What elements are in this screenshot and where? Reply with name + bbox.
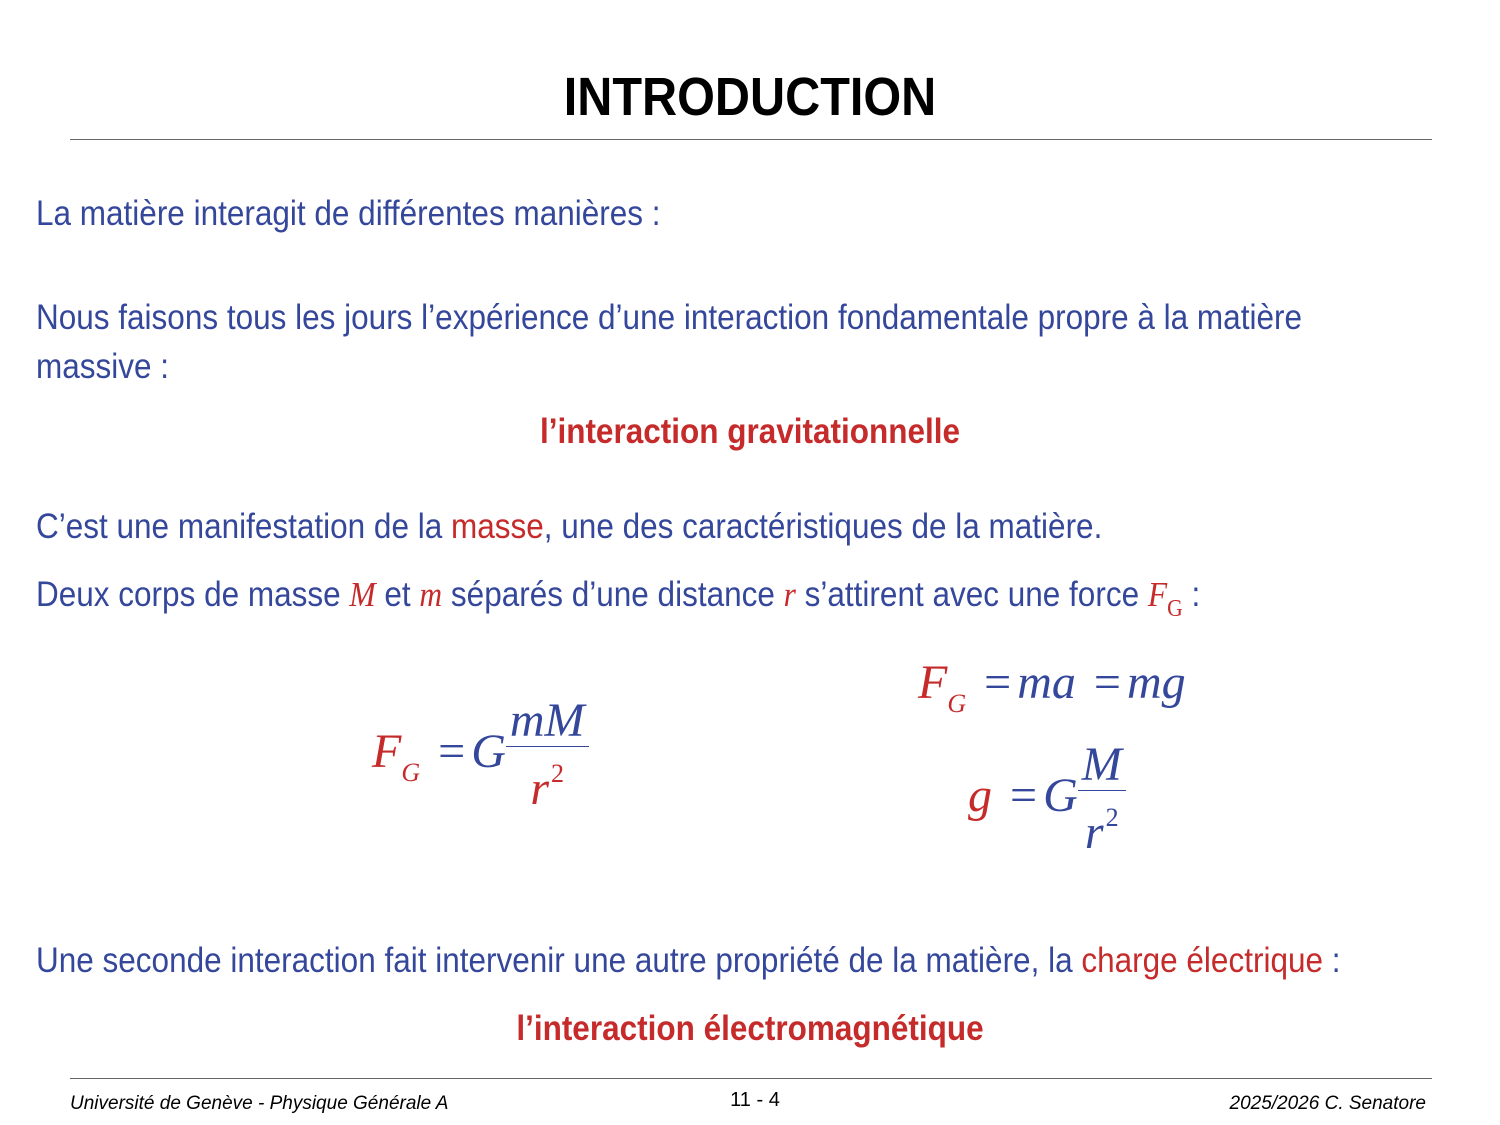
gravitational-interaction-heading: l’interaction gravitationnelle [539,412,961,451]
symbol-m: m [419,575,443,614]
force-text-d: s’attirent avec une force [795,575,1148,614]
symbol-r: r [783,575,796,614]
charge-paragraph [36,937,1341,985]
experience-paragraph-line1: Nous faisons tous les jours l’expérience d’une interaction fondamentale propre à la matière [36,298,1302,337]
symbol-F: F [1147,575,1168,614]
footer-year-author: 2025/2026 C. Senatore [1229,1093,1426,1114]
charge-term: charge électrique [1081,941,1323,980]
footer-institution: Université de Genève - Physique Générale A [70,1093,449,1114]
force-paragraph [36,571,1200,633]
mass-paragraph [36,503,1102,551]
eq3-lhs: g [968,769,992,823]
force-text-c: séparés d’une distance [442,575,784,614]
electromagnetic-interaction-heading: l’interaction électromagnétique [516,1009,984,1048]
eq1-den-r: r [530,762,550,815]
intro-paragraph: La matière interagit de différentes manières : [36,194,661,233]
mass-term: masse [450,507,544,546]
page-title: INTRODUCTION [563,67,937,127]
mass-text-post: , une des caractéristiques de la matière. [543,507,1103,546]
gravitation-law-equation [372,696,589,816]
eq3-fraction [1078,740,1126,860]
eq3-den-exp: 2 [1105,803,1119,832]
eq1-lhs-sub: G [401,758,421,788]
mass-text-pre: C’est une manifestation de la [36,507,451,546]
eq2-mid: ma [1017,656,1076,709]
eq2-lhs: F [918,656,948,709]
eq1-denominator [506,747,589,816]
eq1-fraction [506,696,589,816]
symbol-G-subscript: G [1167,596,1183,622]
eq1-G: G [471,725,506,779]
eq3-den-r: r [1084,806,1104,859]
charge-text-post: : [1323,941,1341,980]
symbol-M: M [349,575,376,614]
page-number: 11 - 4 [730,1089,780,1111]
eq2-equals2: = [1093,656,1121,709]
eq3-equals: = [1010,769,1038,823]
experience-paragraph-line2: massive : [36,347,170,386]
force-text-e: : [1182,575,1201,614]
title-divider [70,139,1432,140]
force-text-a: Deux corps de masse [36,575,350,614]
newton-equation [918,655,1186,719]
eq3-G: G [1043,769,1078,823]
charge-text-pre: Une seconde interaction fait intervenir une autre propriété de la matière, la [36,941,1082,980]
footer-divider [70,1078,1432,1079]
eq3-numerator: M [1078,740,1126,791]
eq3-denominator [1078,791,1126,860]
eq2-rhs: mg [1126,656,1186,709]
gravity-acceleration-equation [968,740,1126,860]
eq2-equals1: = [984,656,1012,709]
eq2-lhs-sub: G [947,689,967,718]
eq1-lhs: F [372,725,402,779]
eq1-numerator: mM [506,696,589,747]
force-text-b: et [375,575,420,614]
eq1-equals: = [438,725,466,779]
eq1-den-exp: 2 [551,759,565,788]
